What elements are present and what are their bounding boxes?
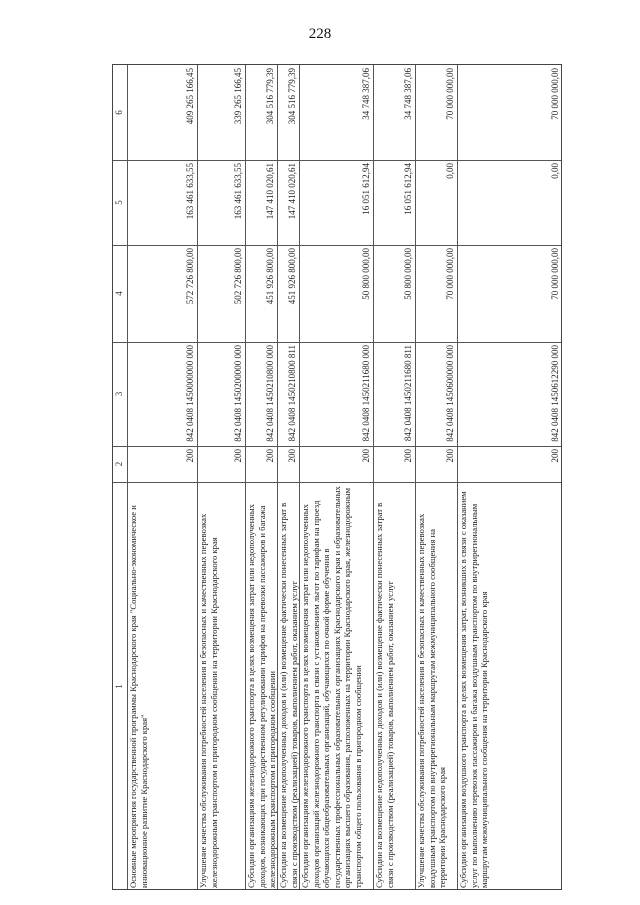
column-header: 5 xyxy=(114,200,124,205)
column-header: 1 xyxy=(114,684,124,689)
column-divider xyxy=(113,245,561,246)
amount-exec: 147 410 020,61 xyxy=(265,163,275,220)
line-code: 200 xyxy=(233,449,243,463)
amount-rest: 304 516 779,39 xyxy=(287,68,297,125)
row-name: Субсидии организациям воздушного транспорта в целях возмещения затрат, возникших в связи с оказанием услуг по выполнению перевозок пассажиров и багажа воздушным транспортом по внутрирегиональным маршрутам межмуниципального сообщения на территории Краснодарского края xyxy=(458,491,490,888)
budget-code: 842 0408 1450612290 000 xyxy=(550,345,560,442)
amount-plan: 451 926 800,00 xyxy=(265,248,275,305)
amount-exec: 163 461 633,55 xyxy=(233,163,243,220)
budget-code: 842 0408 1450211680 811 xyxy=(403,345,413,442)
row-name: Субсидии на возмещение недополученных доходов и (или) возмещение фактически понесенных затрат в связи с производством (реализацией) товаров, выполнением работ, оказанием услуг xyxy=(374,502,395,888)
column-divider xyxy=(113,160,561,161)
column-header: 3 xyxy=(114,391,124,397)
column-divider xyxy=(113,446,561,447)
amount-plan: 50 800 000,00 xyxy=(361,248,371,300)
line-code: 200 xyxy=(361,449,371,463)
row-name: Субсидии организациям железнодорожного транспорта в целях возмещения затрат или недополученных доходов, возникающих при государственном регулировании тарифов на перевозки пассажиров и багажа железнодорожным транспортом в пригородном сообщении xyxy=(246,504,278,888)
amount-exec: 147 410 020,61 xyxy=(287,163,297,220)
amount-rest: 70 000 000,00 xyxy=(550,68,560,120)
line-code: 200 xyxy=(550,449,560,463)
budget-code: 842 0408 1450211680 000 xyxy=(361,345,371,442)
line-code: 200 xyxy=(287,449,297,463)
budget-code: 842 0408 1450200000 000 xyxy=(233,345,243,442)
amount-rest: 70 000 000,00 xyxy=(445,68,455,120)
column-divider xyxy=(113,342,561,343)
amount-plan: 50 800 000,00 xyxy=(403,248,413,300)
row-name: Субсидии организациям железнодорожного транспорта в целях возмещения затрат или недополученных доходов организаций железнодорожного транспорта в связи с установлением льгот по тарифам на проезд обучающихся общеобразовательных организаций, обучающихся по очной форме обучения в государственных профессиональных образовательных организациях Краснодарского края и образовательных организациях высшего образования, расположенных на территории Краснодарского края, железнодорожным транспортом общего пользования в пригородном сообщении xyxy=(300,486,363,888)
row-name: Субсидии на возмещение недополученных доходов и (или) возмещение фактически понесенных затрат в связи с производством (реализацией) товаров, выполнением работ, оказанием услуг xyxy=(278,502,299,888)
amount-rest: 304 516 779,39 xyxy=(265,68,275,125)
amount-exec: 0,00 xyxy=(445,163,455,179)
amount-plan: 70 000 000,00 xyxy=(550,248,560,300)
page-number: 228 xyxy=(308,26,332,42)
amount-rest: 409 265 166,45 xyxy=(185,68,195,125)
amount-rest: 34 748 387,06 xyxy=(361,68,371,120)
budget-code: 842 0408 1450210800 000 xyxy=(265,345,275,442)
budget-table xyxy=(112,64,562,890)
column-divider xyxy=(113,482,561,483)
line-code: 200 xyxy=(265,449,275,463)
column-header: 6 xyxy=(114,110,124,115)
amount-plan: 451 926 800,00 xyxy=(287,248,297,305)
budget-code: 842 0408 1450210800 811 xyxy=(287,345,297,442)
budget-code: 842 0408 1450600000 000 xyxy=(445,345,455,442)
budget-code: 842 0408 1450000000 000 xyxy=(185,345,195,442)
column-header: 4 xyxy=(114,291,124,296)
amount-rest: 34 748 387,06 xyxy=(403,68,413,120)
amount-exec: 16 051 612,94 xyxy=(403,163,413,215)
amount-rest: 339 265 166,45 xyxy=(233,68,243,125)
row-name: Улучшение качества обслуживания потребностей населения в безопасных и качественных перевозках воздушным транспортом по внутрирегиональным маршрутам межмуниципального сообщения на территории Краснодарского края xyxy=(416,513,448,888)
amount-exec: 0,00 xyxy=(550,163,560,179)
amount-exec: 16 051 612,94 xyxy=(361,163,371,215)
amount-plan: 502 726 800,00 xyxy=(233,248,243,305)
amount-plan: 572 726 800,00 xyxy=(185,248,195,305)
column-header: 2 xyxy=(114,461,124,467)
row-name: Улучшение качества обслуживания потребностей населения в безопасных и качественных перевозках железнодорожным транспортом в пригородном сообщении на территории Краснодарского края xyxy=(198,513,219,888)
line-code: 200 xyxy=(185,449,195,463)
amount-exec: 163 461 633,55 xyxy=(185,163,195,220)
row-name: Основные мероприятия государственной программы Краснодарского края "Социально-экономическое и инновационное развитие Краснодарского края" xyxy=(128,505,149,888)
line-code: 200 xyxy=(403,449,413,463)
line-code: 200 xyxy=(445,449,455,463)
amount-plan: 70 000 000,00 xyxy=(445,248,455,300)
